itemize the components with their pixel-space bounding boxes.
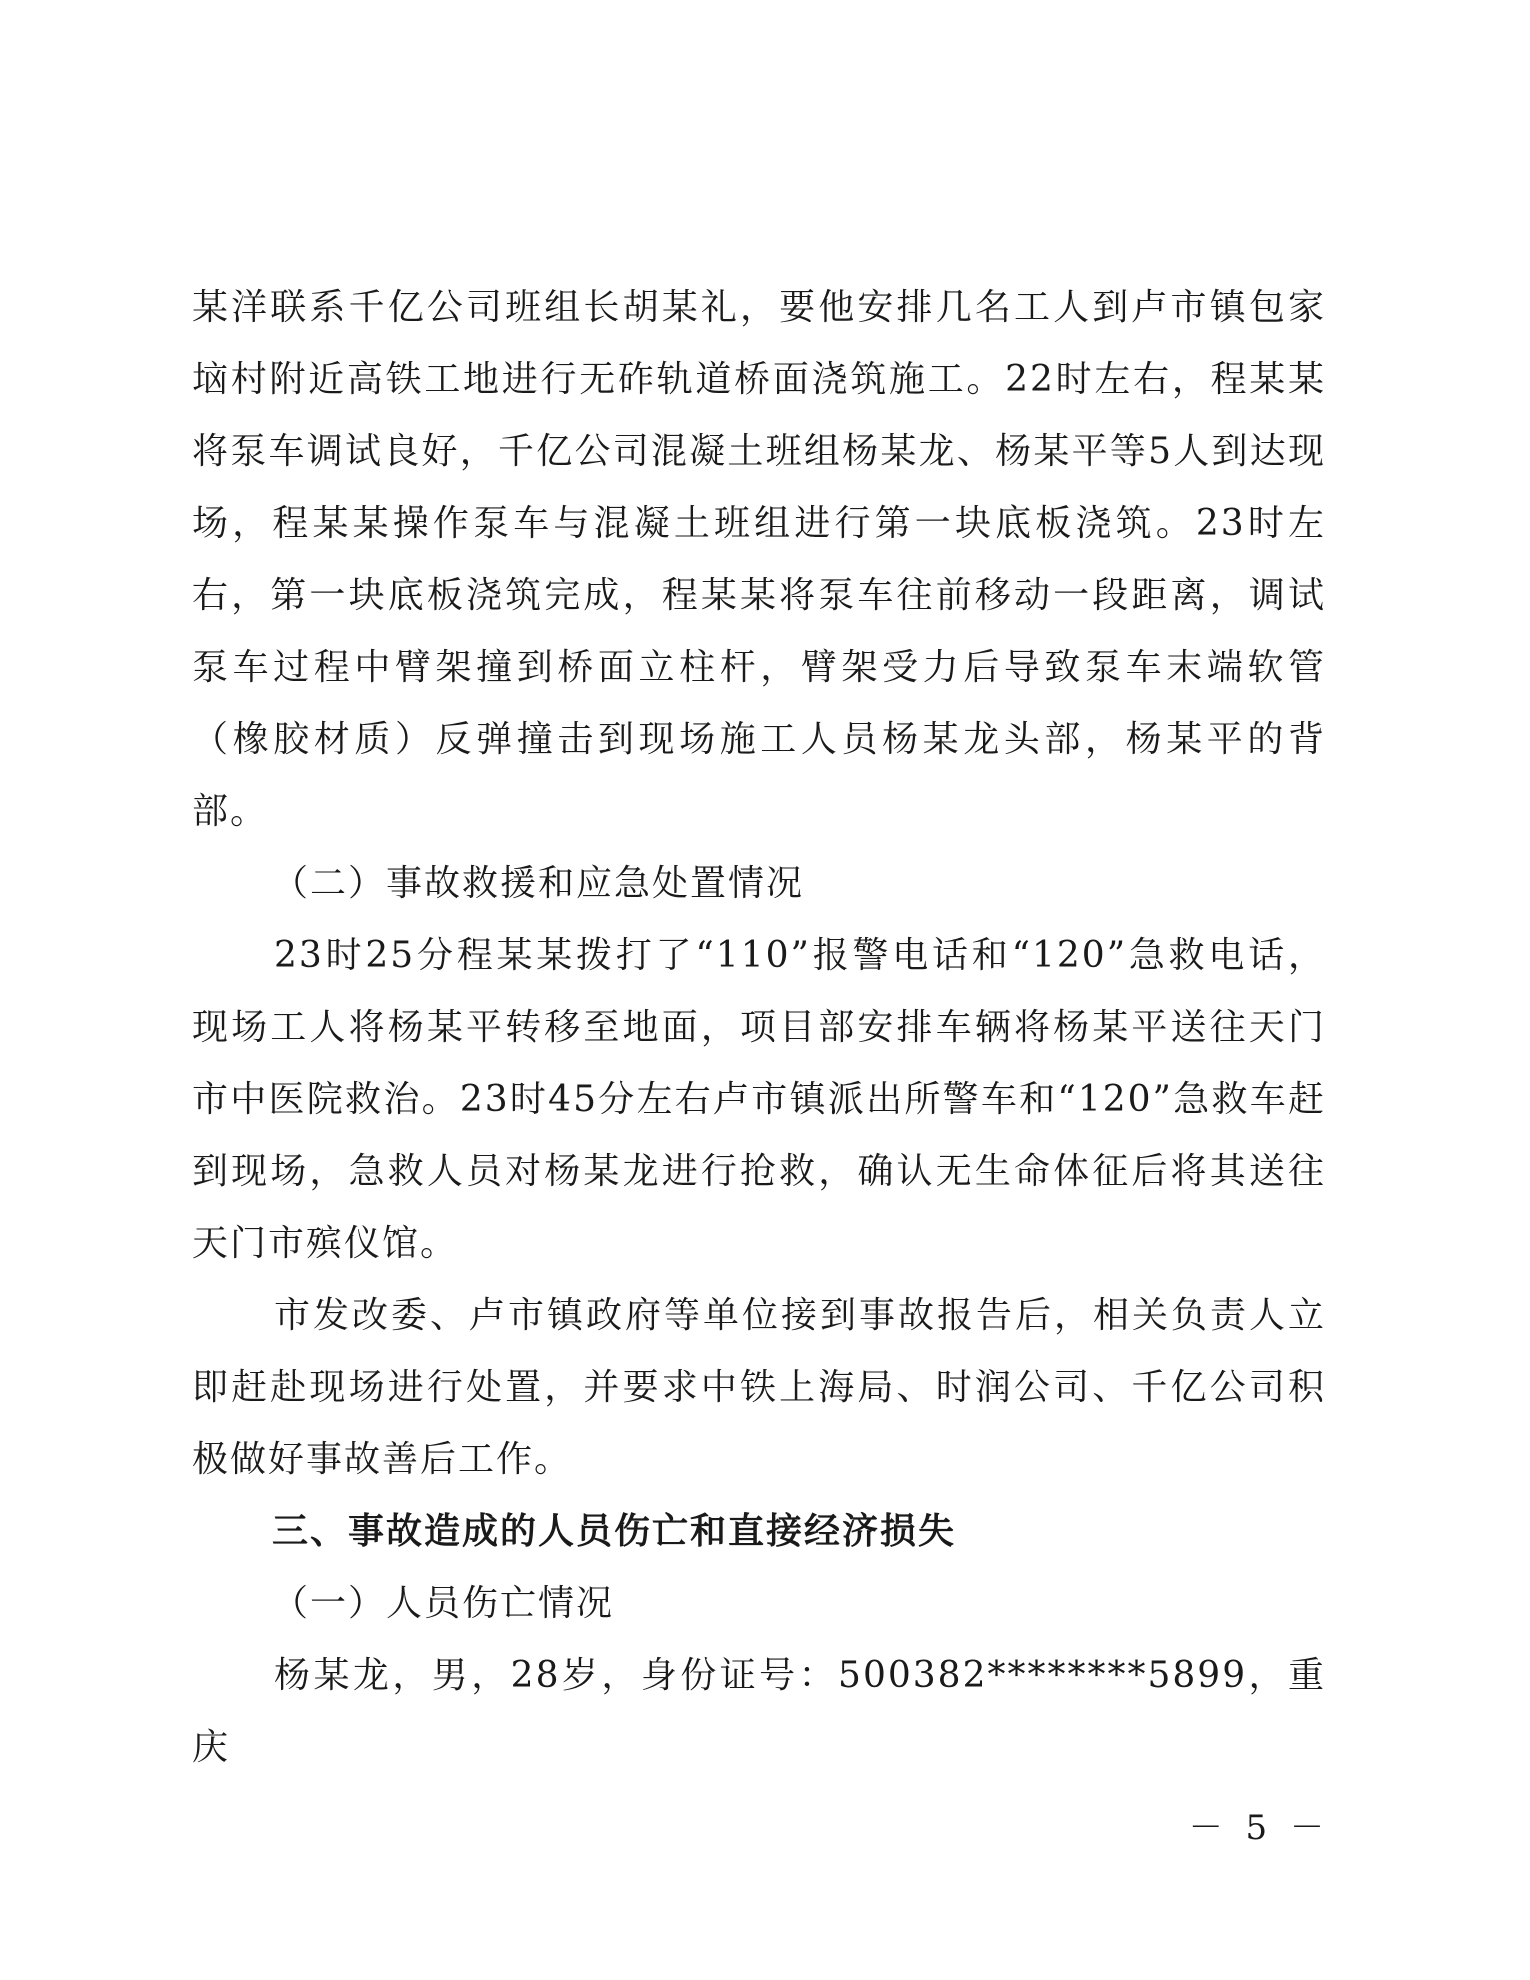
subheading-casualty-info: （一）人员伤亡情况	[272, 1583, 615, 1624]
document-body	[192, 272, 1326, 1784]
paragraph-government-response: 市发改委、卢市镇政府等单位接到事故报告后，相关负责人立即赶赴现场进行处置，并要求中铁上海局、时润公司、千亿公司积极做好事故善后工作。	[192, 1295, 1326, 1480]
paragraph-accident-process: 某洋联系千亿公司班组长胡某礼，要他安排几名工人到卢市镇包家垴村附近高铁工地进行无砟轨道桥面浇筑施工。22时左右，程某某将泵车调试良好，千亿公司混凝土班组杨某龙、杨某平等5人到达现场，程某某操作泵车与混凝土班组进行第一块底板浇筑。23时左右，第一块底板浇筑完成，程某某将泵车往前移动一段距离，调试泵车过程中臂架撞到桥面立柱杆，臂架受力后导致泵车末端软管（橡胶材质）反弹撞击到现场施工人员杨某龙头部，杨某平的背部。	[192, 287, 1326, 832]
paragraph-rescue-details: 23时25分程某某拨打了“110”报警电话和“120”急救电话，现场工人将杨某平转移至地面，项目部安排车辆将杨某平送往天门市中医院救治。23时45分左右卢市镇派出所警车和“120”急救车赶到现场，急救人员对杨某龙进行抢救，确认无生命体征后将其送往天门市殡仪馆。	[192, 935, 1326, 1264]
subheading-rescue: （二）事故救援和应急处置情况	[272, 863, 805, 904]
page-number: － 5 －	[1188, 1808, 1330, 1848]
section-heading-casualties: 三、事故造成的人员伤亡和直接经济损失	[272, 1511, 957, 1552]
paragraph-victim-info: 杨某龙，男，28岁，身份证号：500382********5899，重庆	[192, 1655, 1326, 1768]
